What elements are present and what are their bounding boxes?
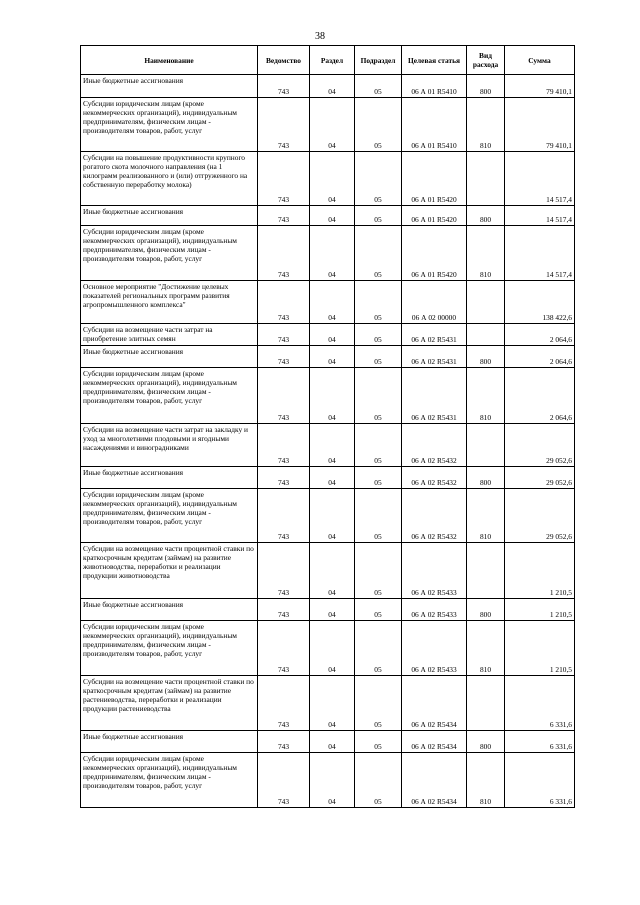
cell-vid-raskhoda (467, 676, 505, 731)
cell-podrazdel: 05 (355, 543, 402, 599)
cell-vid-raskhoda (467, 324, 505, 346)
cell-razdel: 04 (310, 152, 355, 206)
cell-celevaya-statya: 06 А 02 R5434 (402, 753, 467, 808)
cell-celevaya-statya: 06 А 01 R5410 (402, 75, 467, 98)
cell-celevaya-statya: 06 А 02 R5432 (402, 467, 467, 489)
table-row (81, 731, 575, 753)
table-row (81, 489, 575, 543)
cell-razdel: 04 (310, 75, 355, 98)
cell-vid-raskhoda (467, 543, 505, 599)
cell-razdel: 04 (310, 621, 355, 676)
cell-celevaya-statya: 06 А 02 R5433 (402, 543, 467, 599)
cell-podrazdel: 05 (355, 226, 402, 281)
cell-name: Иные бюджетные ассигнования (81, 346, 258, 368)
cell-podrazdel: 05 (355, 753, 402, 808)
cell-razdel: 04 (310, 753, 355, 808)
cell-summa: 1 210,5 (505, 543, 575, 599)
cell-vedomstvo: 743 (258, 489, 310, 543)
cell-razdel: 04 (310, 489, 355, 543)
table-row (81, 424, 575, 467)
cell-vedomstvo: 743 (258, 368, 310, 424)
cell-vedomstvo: 743 (258, 621, 310, 676)
cell-vedomstvo: 743 (258, 467, 310, 489)
cell-vedomstvo: 743 (258, 324, 310, 346)
header-summa: Сумма (505, 46, 575, 75)
cell-vid-raskhoda: 810 (467, 226, 505, 281)
cell-summa: 29 052,6 (505, 467, 575, 489)
cell-summa: 29 052,6 (505, 424, 575, 467)
cell-celevaya-statya: 06 А 02 R5432 (402, 489, 467, 543)
cell-vid-raskhoda: 800 (467, 467, 505, 489)
cell-razdel: 04 (310, 676, 355, 731)
cell-name: Субсидии юридическим лицам (кроме некоммерческих организаций), индивидуальным предпринимателям, физическим лицам - производителям товаров, работ, услуг (81, 489, 258, 543)
table-row (81, 346, 575, 368)
cell-vedomstvo: 743 (258, 543, 310, 599)
cell-vid-raskhoda: 810 (467, 753, 505, 808)
header-vedomstvo: Ведомство (258, 46, 310, 75)
cell-podrazdel: 05 (355, 98, 402, 152)
cell-vid-raskhoda: 800 (467, 206, 505, 226)
cell-vedomstvo: 743 (258, 753, 310, 808)
cell-podrazdel: 05 (355, 206, 402, 226)
table-row (81, 621, 575, 676)
header-celevaya-statya: Целевая статья (402, 46, 467, 75)
cell-celevaya-statya: 06 А 02 R5431 (402, 346, 467, 368)
header-name: Наименование (81, 46, 258, 75)
cell-vid-raskhoda (467, 152, 505, 206)
table-row (81, 368, 575, 424)
cell-name: Субсидии юридическим лицам (кроме некоммерческих организаций), индивидуальным предпринимателям, физическим лицам - производителям товаров, работ, услуг (81, 368, 258, 424)
cell-razdel: 04 (310, 206, 355, 226)
table-row (81, 226, 575, 281)
cell-summa: 79 410,1 (505, 75, 575, 98)
cell-razdel: 04 (310, 281, 355, 324)
page-number: 38 (315, 31, 325, 42)
cell-podrazdel: 05 (355, 731, 402, 753)
table-header-row (81, 46, 575, 75)
cell-vedomstvo: 743 (258, 599, 310, 621)
cell-name: Субсидии юридическим лицам (кроме некоммерческих организаций), индивидуальным предпринимателям, физическим лицам - производителям товаров, работ, услуг (81, 226, 258, 281)
cell-celevaya-statya: 06 А 02 R5433 (402, 621, 467, 676)
cell-vedomstvo: 743 (258, 731, 310, 753)
table-row (81, 753, 575, 808)
cell-celevaya-statya: 06 А 02 R5434 (402, 676, 467, 731)
table-row (81, 281, 575, 324)
cell-celevaya-statya: 06 А 02 R5433 (402, 599, 467, 621)
table-row (81, 206, 575, 226)
budget-table (80, 45, 575, 808)
cell-name: Субсидии юридическим лицам (кроме некоммерческих организаций), индивидуальным предпринимателям, физическим лицам - производителям товаров, работ, услуг (81, 98, 258, 152)
cell-celevaya-statya: 06 А 02 R5432 (402, 424, 467, 467)
cell-name: Субсидии юридическим лицам (кроме некоммерческих организаций), индивидуальным предпринимателям, физическим лицам - производителям товаров, работ, услуг (81, 753, 258, 808)
table-row (81, 324, 575, 346)
table-row (81, 467, 575, 489)
cell-vid-raskhoda (467, 281, 505, 324)
cell-vedomstvo: 743 (258, 424, 310, 467)
cell-summa: 79 410,1 (505, 98, 575, 152)
cell-vid-raskhoda: 800 (467, 599, 505, 621)
table-row (81, 152, 575, 206)
cell-podrazdel: 05 (355, 621, 402, 676)
cell-summa: 6 331,6 (505, 676, 575, 731)
cell-vedomstvo: 743 (258, 281, 310, 324)
table-row (81, 98, 575, 152)
cell-name: Субсидии на повышение продуктивности крупного рогатого скота молочного направления (на 1 килограмм реализованного и (или) отгруженного на собственную переработку молока) (81, 152, 258, 206)
cell-vid-raskhoda: 800 (467, 346, 505, 368)
cell-name: Иные бюджетные ассигнования (81, 731, 258, 753)
cell-summa: 29 052,6 (505, 489, 575, 543)
cell-podrazdel: 05 (355, 467, 402, 489)
cell-name: Иные бюджетные ассигнования (81, 206, 258, 226)
cell-name: Субсидии на возмещение части процентной ставки по краткосрочным кредитам (займам) на развитие животноводства, переработки и реализации продукции животноводства (81, 543, 258, 599)
cell-podrazdel: 05 (355, 676, 402, 731)
cell-celevaya-statya: 06 А 02 R5434 (402, 731, 467, 753)
cell-podrazdel: 05 (355, 152, 402, 206)
cell-celevaya-statya: 06 А 01 R5420 (402, 226, 467, 281)
cell-razdel: 04 (310, 731, 355, 753)
header-razdel: Раздел (310, 46, 355, 75)
cell-vedomstvo: 743 (258, 226, 310, 281)
cell-vid-raskhoda: 810 (467, 489, 505, 543)
cell-vid-raskhoda: 800 (467, 75, 505, 98)
cell-vedomstvo: 743 (258, 206, 310, 226)
cell-summa: 2 064,6 (505, 324, 575, 346)
cell-vid-raskhoda: 800 (467, 731, 505, 753)
cell-podrazdel: 05 (355, 75, 402, 98)
cell-summa: 14 517,4 (505, 206, 575, 226)
cell-podrazdel: 05 (355, 324, 402, 346)
cell-podrazdel: 05 (355, 424, 402, 467)
cell-name: Субсидии юридическим лицам (кроме некоммерческих организаций), индивидуальным предпринимателям, физическим лицам - производителям товаров, работ, услуг (81, 621, 258, 676)
cell-razdel: 04 (310, 346, 355, 368)
cell-summa: 14 517,4 (505, 226, 575, 281)
cell-vedomstvo: 743 (258, 152, 310, 206)
cell-vid-raskhoda (467, 424, 505, 467)
cell-razdel: 04 (310, 324, 355, 346)
cell-summa: 6 331,6 (505, 753, 575, 808)
cell-celevaya-statya: 06 А 02 00000 (402, 281, 467, 324)
cell-podrazdel: 05 (355, 368, 402, 424)
cell-vedomstvo: 743 (258, 676, 310, 731)
cell-razdel: 04 (310, 98, 355, 152)
cell-celevaya-statya: 06 А 01 R5420 (402, 152, 467, 206)
cell-summa: 138 422,6 (505, 281, 575, 324)
cell-vid-raskhoda: 810 (467, 98, 505, 152)
table-row (81, 676, 575, 731)
cell-summa: 2 064,6 (505, 368, 575, 424)
cell-podrazdel: 05 (355, 346, 402, 368)
cell-celevaya-statya: 06 А 02 R5431 (402, 368, 467, 424)
cell-razdel: 04 (310, 599, 355, 621)
cell-celevaya-statya: 06 А 02 R5431 (402, 324, 467, 346)
cell-summa: 1 210,5 (505, 621, 575, 676)
cell-name: Иные бюджетные ассигнования (81, 599, 258, 621)
cell-vedomstvo: 743 (258, 98, 310, 152)
cell-celevaya-statya: 06 А 01 R5410 (402, 98, 467, 152)
table-row (81, 543, 575, 599)
cell-razdel: 04 (310, 226, 355, 281)
table-row (81, 599, 575, 621)
cell-celevaya-statya: 06 А 01 R5420 (402, 206, 467, 226)
cell-vid-raskhoda: 810 (467, 621, 505, 676)
cell-name: Иные бюджетные ассигнования (81, 75, 258, 98)
cell-vedomstvo: 743 (258, 75, 310, 98)
cell-name: Субсидии на возмещение части затрат на закладку и уход за многолетними плодовыми и ягодными насаждениями и виноградниками (81, 424, 258, 467)
cell-name: Субсидии на возмещение части процентной ставки по краткосрочным кредитам (займам) на развитие растениеводства, переработки и реализации продукции растениеводства (81, 676, 258, 731)
cell-summa: 2 064,6 (505, 346, 575, 368)
cell-podrazdel: 05 (355, 281, 402, 324)
table-row (81, 75, 575, 98)
header-podrazdel: Подраздел (355, 46, 402, 75)
cell-razdel: 04 (310, 543, 355, 599)
header-vid-raskhoda: Вид расхода (467, 46, 505, 75)
cell-vedomstvo: 743 (258, 346, 310, 368)
cell-vid-raskhoda: 810 (467, 368, 505, 424)
cell-summa: 14 517,4 (505, 152, 575, 206)
cell-summa: 6 331,6 (505, 731, 575, 753)
cell-summa: 1 210,5 (505, 599, 575, 621)
cell-name: Основное мероприятие "Достижение целевых показателей региональных программ развития агропромышленного комплекса" (81, 281, 258, 324)
cell-name: Субсидии на возмещение части затрат на приобретение элитных семян (81, 324, 258, 346)
cell-name: Иные бюджетные ассигнования (81, 467, 258, 489)
cell-razdel: 04 (310, 424, 355, 467)
cell-podrazdel: 05 (355, 599, 402, 621)
cell-razdel: 04 (310, 368, 355, 424)
cell-podrazdel: 05 (355, 489, 402, 543)
cell-razdel: 04 (310, 467, 355, 489)
